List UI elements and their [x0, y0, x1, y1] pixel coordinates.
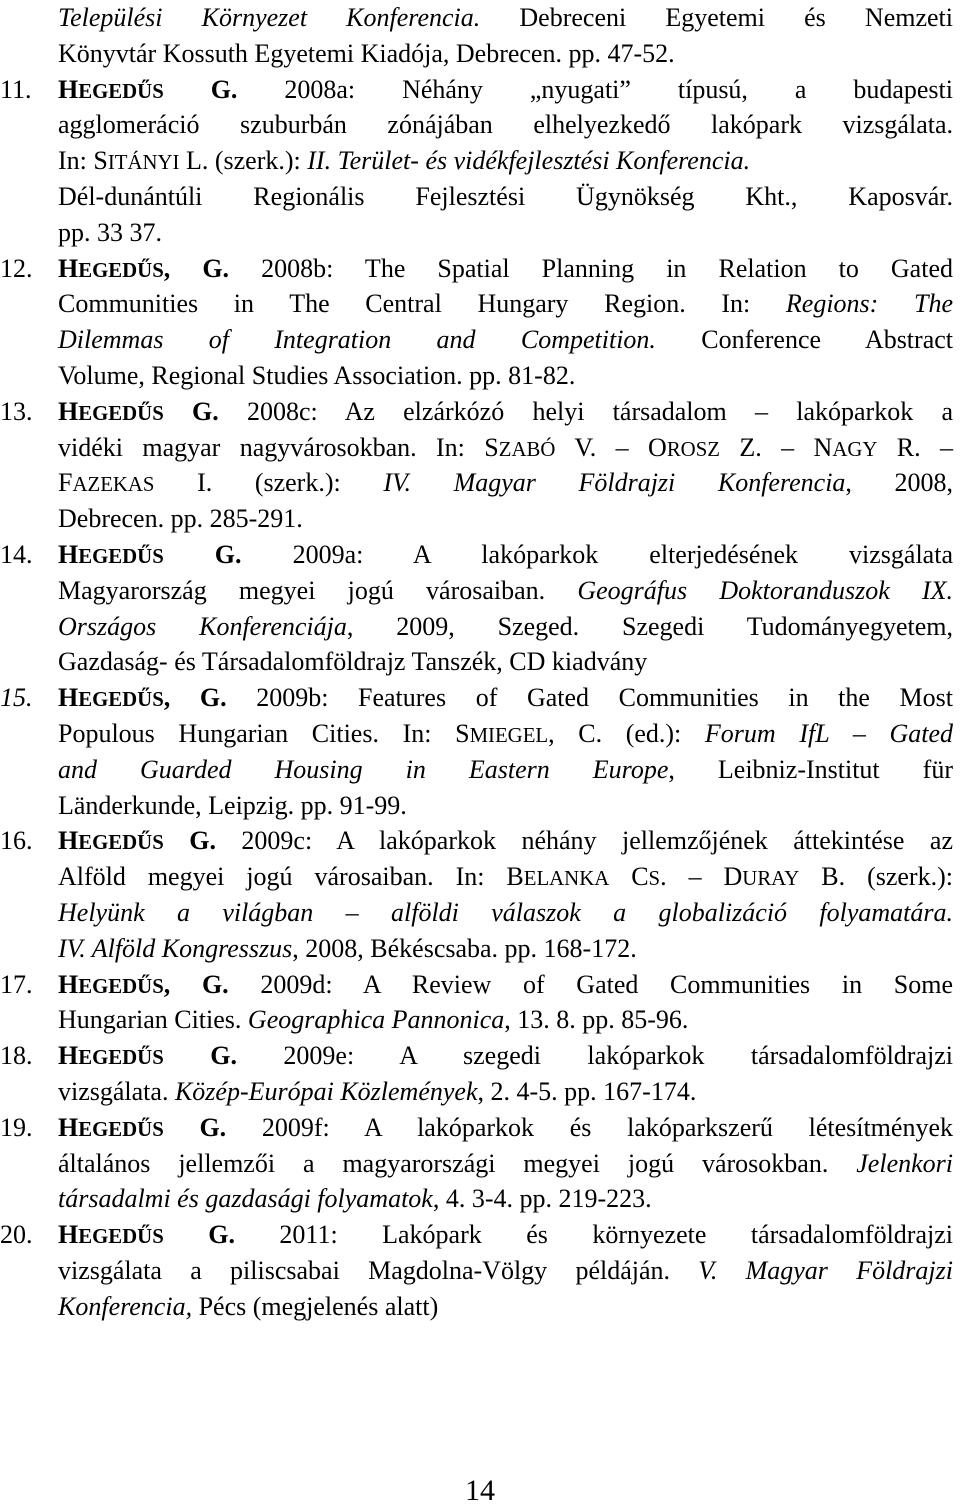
reference-text: EGEDŰS [78, 401, 164, 425]
reference-text: Communities in The Central Hungary Region. In: [58, 289, 786, 319]
reference-text: agglomeráció szuburbán zónájában elhelyezkedő lakópark vizsgálata. [58, 110, 953, 140]
reference-text: 2009b: Features of Gated Communities in the Most [226, 683, 953, 713]
reference-text: , 2009, Szeged. Szegedi Tudományegyetem, [346, 611, 953, 641]
reference-text: ROSZ [666, 437, 720, 461]
reference-text: , 2008, Békéscsaba. pp. 168-172. [292, 933, 637, 963]
reference-text: 2009a: A lakóparkok elterjedésének vizsgálata [241, 539, 953, 569]
reference-text: . – D [660, 862, 743, 892]
reference-entry-start [0, 1038, 953, 1074]
reference-text: Dilemmas of Integration and Competition. [58, 325, 656, 355]
reference-line [58, 36, 953, 72]
reference-text: , G. [163, 253, 230, 283]
reference-text: G. [163, 1112, 227, 1142]
reference-line [58, 895, 953, 931]
reference-text: B. (szerk.): [799, 862, 953, 892]
reference-text: EGEDŰS [78, 688, 164, 712]
reference-text: 2008b: The Spatial Planning in Relation to Gated [229, 253, 953, 283]
reference-text: Debreceni Egyetemi és Nemzeti [480, 3, 953, 32]
reference-entry-start [0, 823, 953, 859]
reference-text: G. [163, 1220, 235, 1250]
reference-text: H [58, 253, 79, 283]
reference-text: EGEDŰS [78, 544, 164, 568]
reference-text: G. [163, 396, 219, 426]
reference-number: 15. [0, 683, 33, 713]
reference-entry-start [0, 1217, 953, 1253]
reference-line [58, 931, 953, 967]
reference-text: Populous Hungarian Cities. In: S [58, 718, 470, 748]
reference-text: G. [163, 539, 242, 569]
reference-line [58, 465, 953, 501]
reference-line [58, 1181, 953, 1217]
reference-line [58, 107, 953, 143]
reference-text: 2008a: Néhány „nyugati” típusú, a budapesti [237, 74, 953, 104]
reference-text: általános jellemzői a magyarországi megyei jogú városokban. [58, 1148, 857, 1178]
reference-text: MIEGEL [469, 723, 549, 747]
reference-entry-start [0, 1110, 953, 1146]
reference-text: EGEDŰS [78, 1117, 164, 1141]
reference-text: H [58, 1112, 79, 1142]
reference-text: , 2. 4-5. pp. 167-174. [477, 1076, 697, 1106]
reference-text: L. (szerk.): [179, 146, 308, 176]
reference-line [58, 215, 953, 251]
reference-text: V. – O [555, 432, 667, 462]
reference-line [58, 788, 953, 824]
reference-text: G. [163, 826, 216, 856]
reference-text: Z. – N [719, 432, 833, 462]
reference-text: In: S [58, 146, 108, 176]
reference-text: Debrecen. pp. 285-291. [58, 504, 303, 534]
reference-number: 17. [0, 969, 33, 999]
reference-text: H [58, 683, 79, 713]
reference-text: H [58, 539, 79, 569]
reference-text: társadalmi és gazdasági folyamatok [58, 1184, 433, 1214]
reference-text: H [58, 826, 79, 856]
reference-line [58, 752, 953, 788]
reference-text: AZEKAS [72, 473, 155, 497]
reference-line [58, 1074, 953, 1110]
reference-line [58, 322, 953, 358]
reference-text: H [58, 969, 79, 999]
reference-text: EGEDŰS [78, 79, 164, 103]
reference-text: V. Magyar Földrajzi [698, 1255, 953, 1285]
reference-text: Települési Környezet Konferencia. [58, 3, 481, 32]
reference-text: vidéki magyar nagyvárosokban. In: S [58, 432, 499, 462]
reference-entry-start [0, 72, 953, 108]
reference-text: and Guarded Housing in Eastern Europe [58, 754, 669, 784]
reference-text: 2009e: A szegedi lakóparkok társadalomföldrajzi [236, 1041, 953, 1071]
reference-number: 18. [0, 1041, 33, 1071]
reference-text: , G. [163, 683, 227, 713]
reference-text: EGEDŰS [78, 1046, 164, 1070]
reference-entry-start [0, 967, 953, 1003]
reference-text: Konferencia, [58, 1291, 193, 1321]
reference-text: 2011: Lakópark és környezete társadalomföldrajzi [234, 1220, 953, 1250]
reference-text: II. Terület- és vidékfejlesztési Konferencia. [307, 146, 751, 176]
reference-text: H [58, 1041, 79, 1071]
reference-text: , G. [163, 969, 229, 999]
reference-line [58, 1289, 953, 1325]
reference-text: Geográfus Doktoranduszok IX. [577, 575, 953, 605]
reference-line [58, 143, 953, 179]
reference-text: ITÁNYI [107, 151, 180, 175]
reference-text: H [58, 74, 79, 104]
reference-line [58, 1146, 953, 1182]
reference-number: 12. [0, 253, 33, 283]
reference-text: vizsgálata a piliscsabai Magdolna-Völgy példáján. [58, 1255, 699, 1285]
reference-text: Magyarország megyei jogú városaiban. [58, 575, 578, 605]
reference-text: Közép-Európai Közlemények [174, 1076, 478, 1106]
reference-text: Alföld megyei jogú városaiban. In: B [58, 862, 524, 892]
reference-text: URAY [742, 867, 800, 891]
reference-text: Hungarian Cities. [58, 1005, 248, 1035]
reference-text: Országos Konferenciája [58, 611, 347, 641]
reference-line [58, 609, 953, 645]
reference-text: Regions: The [785, 289, 953, 319]
reference-text: 2008c: Az elzárkózó helyi társadalom – lakóparkok a [218, 396, 953, 426]
reference-text: EGEDŰS [78, 831, 164, 855]
reference-text: Länderkunde, Leipzig. pp. 91-99. [58, 790, 407, 820]
reference-line [58, 716, 953, 752]
reference-text: , C. (ed.): [548, 718, 705, 748]
reference-entry-start [0, 537, 953, 573]
reference-text: 2009c: A lakóparkok néhány jellemzőjének áttekintése az [215, 826, 953, 856]
reference-line [58, 286, 953, 322]
reference-text: EGEDŰS [78, 258, 164, 282]
reference-text: 2009f: A lakóparkok és lakóparkszerű létesítmények [226, 1112, 953, 1142]
reference-text: Jelenkori [856, 1148, 953, 1178]
reference-line [58, 430, 953, 466]
reference-number: 11. [0, 74, 32, 104]
reference-entry-start [0, 680, 953, 716]
reference-text: EGEDŰS [78, 974, 164, 998]
reference-line [58, 358, 953, 394]
reference-text: AGY [832, 437, 878, 461]
reference-text: F [58, 468, 73, 498]
reference-text: R. – [877, 432, 954, 462]
reference-text: , 4. 3-4. pp. 219-223. [432, 1184, 652, 1214]
reference-text: Conference Abstract [655, 325, 953, 355]
page-number: 14 [465, 1474, 495, 1507]
reference-number: 20. [0, 1220, 33, 1250]
reference-line [58, 573, 953, 609]
reference-text: , 13. 8. pp. 85-96. [504, 1005, 689, 1035]
reference-text: ELANKA [523, 867, 610, 891]
reference-number: 13. [0, 396, 33, 426]
reference-text: Forum IfL – Gated [704, 718, 953, 748]
reference-text: G. [163, 1041, 237, 1071]
reference-text: G. [163, 74, 238, 104]
reference-text: Geographica Pannonica [247, 1005, 505, 1035]
reference-text: C [609, 862, 649, 892]
reference-text: Volume, Regional Studies Association. pp. 81-82. [58, 360, 576, 390]
reference-text: ZABÓ [498, 437, 556, 461]
reference-text: 2009d: A Review of Gated Communities in Some [228, 969, 953, 999]
reference-line [58, 644, 953, 680]
reference-text: IV. Magyar Földrajzi Konferencia [383, 468, 846, 498]
reference-number: 14. [0, 539, 33, 569]
reference-text: Pécs (megjelenés alatt) [192, 1291, 439, 1321]
reference-number: 16. [0, 826, 33, 856]
reference-text: H [58, 396, 79, 426]
reference-entry-start [0, 394, 953, 430]
reference-text: Könyvtár Kossuth Egyetemi Kiadója, Debrecen. pp. 47-52. [58, 38, 675, 68]
reference-line [58, 179, 953, 215]
reference-entry-start [0, 251, 953, 287]
reference-text: IV. Alföld Kongresszus [58, 933, 293, 963]
reference-text: H [58, 1220, 79, 1250]
reference-line [58, 501, 953, 537]
reference-text: vizsgálata. [58, 1076, 175, 1106]
reference-text: , 2008, [845, 468, 954, 498]
reference-line [58, 0, 953, 36]
reference-line [58, 1002, 953, 1038]
reference-text: S [648, 867, 661, 891]
reference-text: Gazdaság- és Társadalomföldrajz Tanszék, CD kiadvány [58, 647, 648, 677]
reference-text: Helyünk a világban – alföldi válaszok a globalizáció folyamatára. [58, 897, 953, 927]
reference-text: EGEDŰS [78, 1225, 164, 1249]
reference-text: , Leibniz-Institut für [668, 754, 953, 784]
reference-line [58, 1253, 953, 1289]
reference-text: I. (szerk.): [154, 468, 384, 498]
reference-text: Dél-dunántúli Regionális Fejlesztési Ügynökség Kht., Kaposvár. [58, 181, 953, 211]
reference-line [58, 859, 953, 895]
reference-text: pp. 33 37. [58, 217, 162, 247]
reference-number: 19. [0, 1112, 33, 1142]
